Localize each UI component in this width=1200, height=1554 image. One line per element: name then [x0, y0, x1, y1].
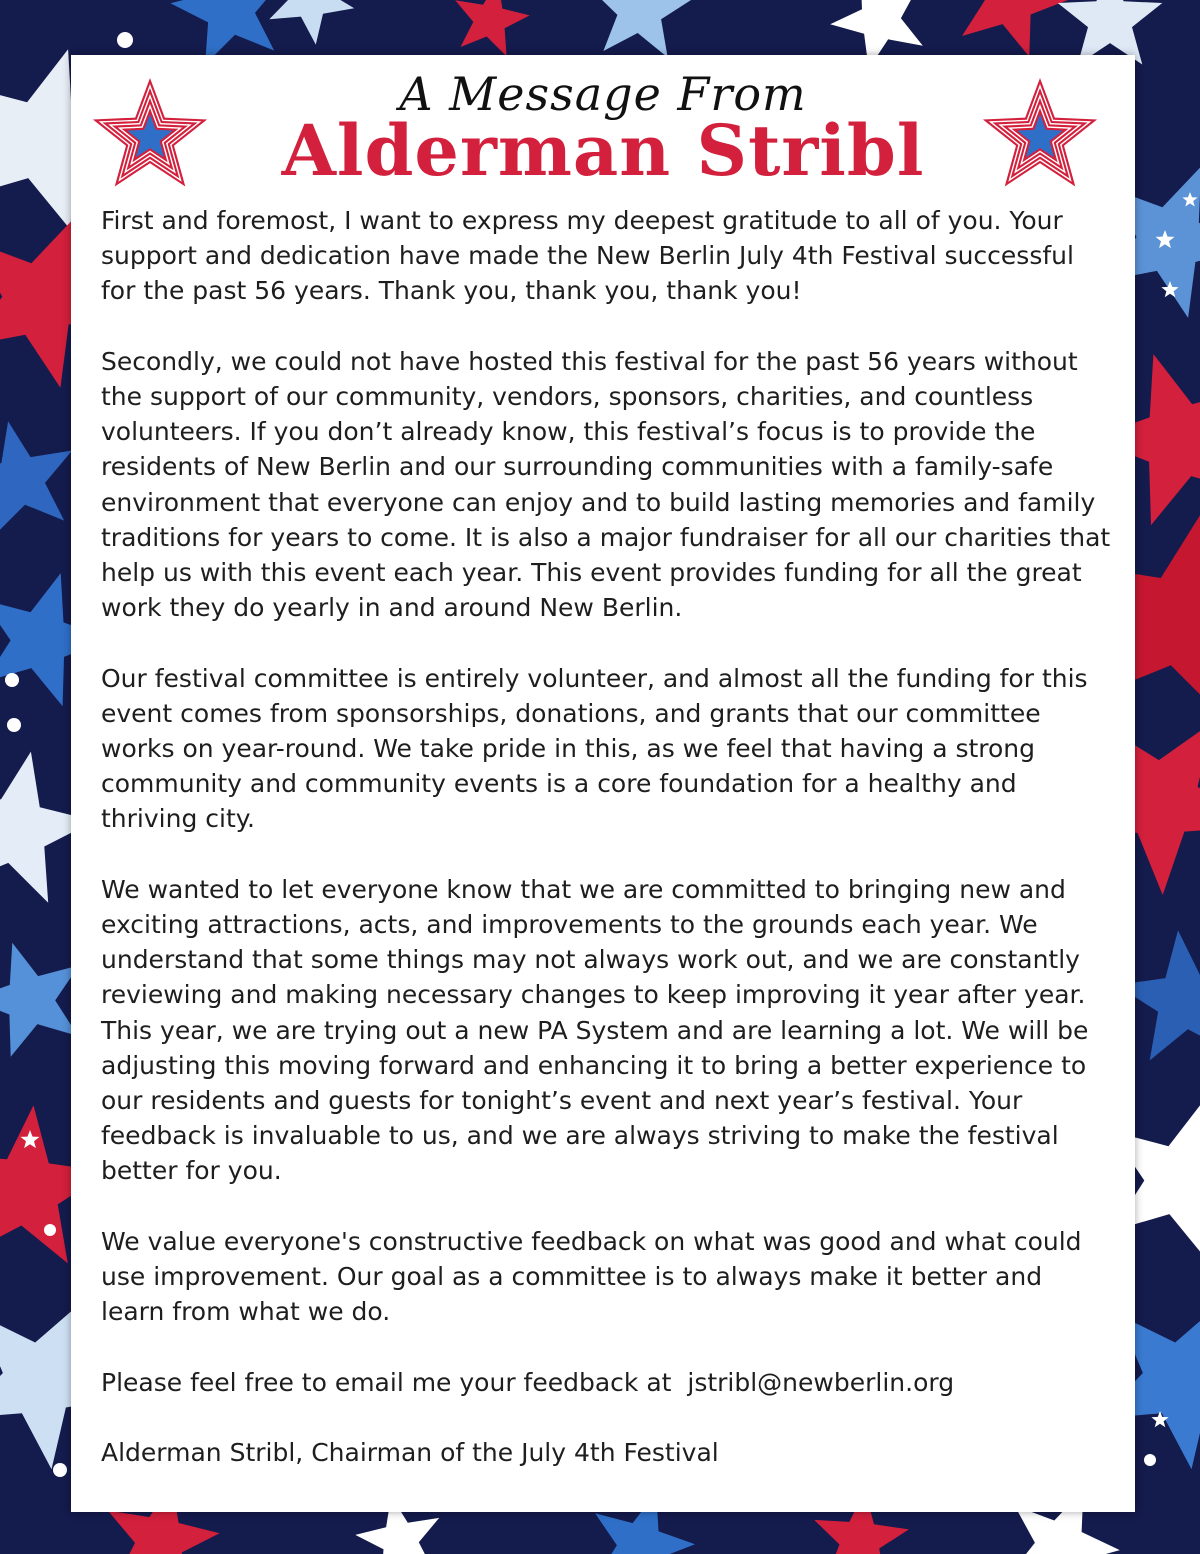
paragraph-committee: Our festival committee is entirely volunteer, and almost all the funding for this event comes from sponsorships, donations, and grants that our committee works on year-round. We take pride in this, as we feel that having a strong community and community events is a core foundation for a healthy and thriving city. — [101, 663, 1088, 834]
paragraph-community: Secondly, we could not have hosted this festival for the past 56 years without the support of our community, vendors, sponsors, charities, and countless volunteers. If you don’t already know, this festival’s focus is to provide the residents of New Berlin and our surrounding communities with a family-safe environment that everyone can enjoy and to build lasting memories and family traditions for years to come. It is also a major fundraiser for all our charities that help us with this event each year. This event provides funding for all the great work they do yearly in and around New Berlin. — [101, 346, 1111, 623]
background-dot — [1144, 1454, 1156, 1466]
letter-body — [101, 203, 1111, 1505]
paragraph-feedback: We value everyone's constructive feedback on what was good and what could use improvement. Our goal as a committee is to always make it better and learn from what we do. — [101, 1226, 1082, 1327]
email-prompt: Please feel free to email me your feedback at — [101, 1367, 672, 1397]
background-dot — [5, 673, 19, 687]
background-dot — [44, 1224, 56, 1236]
letter-paper — [71, 55, 1135, 1512]
email-link[interactable]: jstribl@newberlin.org — [687, 1367, 955, 1397]
background-dot — [53, 1463, 67, 1477]
page-title: Alderman Stribl — [281, 109, 925, 192]
paragraph-improvements: We wanted to let everyone know that we are committed to bringing new and exciting attractions, acts, and improvements to the grounds each year. We understand that some things may not always work out, and we are constantly reviewing and making necessary changes to keep improving it year after year. This year, we are trying out a new PA System and are learning a lot. We will be adjusting this moving forward and enhancing it to bring a better experience to our residents and guests for tonight’s event and next year’s festival. Your feedback is invaluable to us, and we are always striving to make the festival better for you. — [101, 874, 1089, 1186]
background-dot — [7, 718, 21, 732]
email-line — [101, 1365, 1111, 1400]
star-emblem-icon — [977, 71, 1103, 197]
background-dot — [117, 32, 133, 48]
letter-header — [71, 55, 1135, 205]
pre-title: A Message From — [399, 67, 807, 121]
signature: Alderman Stribl, Chairman of the July 4th Festival — [101, 1438, 719, 1468]
paragraph-gratitude: First and foremost, I want to express my deepest gratitude to all of you. Your support and dedication have made the New Berlin July 4th Festival successful for the past 56 years. Thank you, thank you, thank you! — [101, 206, 1074, 306]
